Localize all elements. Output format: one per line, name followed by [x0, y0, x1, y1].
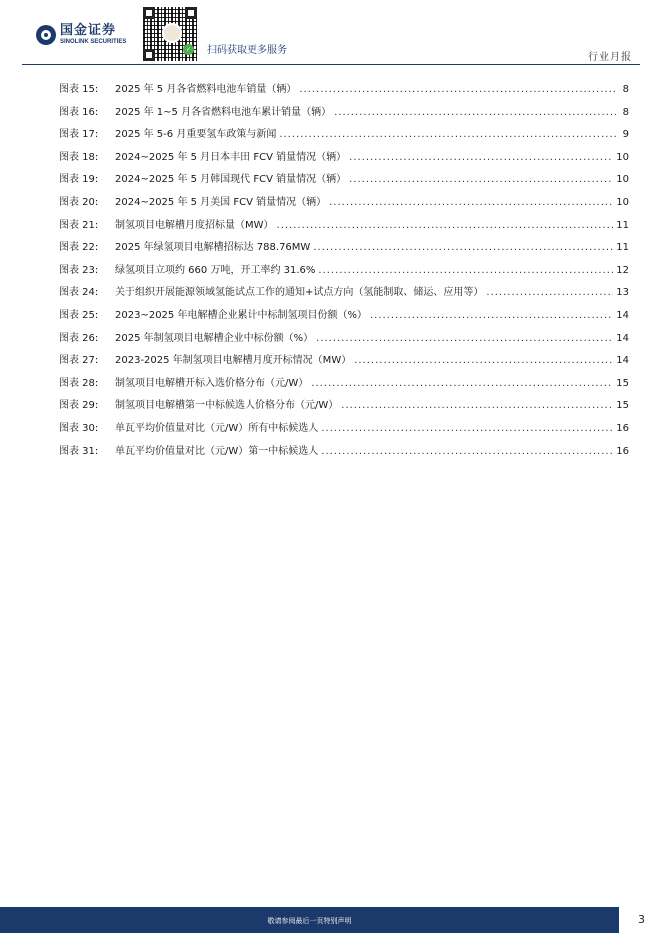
- toc-entry[interactable]: [59, 261, 629, 284]
- toc-figure-title: 2025 年 5-6 月重要氢车政策与新闻: [115, 129, 277, 141]
- toc-entry[interactable]: [59, 193, 629, 216]
- toc-entry[interactable]: [59, 283, 629, 306]
- toc-figure-title: 2025 年制氢项目电解槽企业中标份额（%）: [115, 332, 314, 344]
- toc-leader-dots: [311, 378, 613, 389]
- toc-page-number: 14: [616, 355, 629, 367]
- toc-entry[interactable]: [59, 374, 629, 397]
- toc-entry[interactable]: [59, 329, 629, 352]
- footer-disclaimer: 敬请参阅最后一页特别声明: [267, 917, 352, 925]
- toc-figure-title: 2024~2025 年 5 月日本丰田 FCV 销量情况（辆）: [115, 151, 347, 163]
- toc-figure-label: 图表 29:: [59, 400, 99, 412]
- toc-figure-label: 图表 27:: [59, 355, 99, 367]
- toc-entry[interactable]: [59, 396, 629, 419]
- toc-entry[interactable]: [59, 103, 629, 126]
- toc-leader-dots: [277, 220, 614, 231]
- toc-leader-dots: [334, 107, 616, 118]
- toc-figure-title: 2025 年绿氢项目电解槽招标达 788.76MW: [115, 242, 311, 254]
- toc-leader-dots: [321, 423, 613, 434]
- toc-figure-title: 单瓦平均价值量对比（元/W）所有中标候选人: [115, 422, 319, 434]
- toc-page-number: 8: [622, 106, 629, 118]
- toc-leader-dots: [486, 287, 613, 298]
- toc-entry[interactable]: [59, 148, 629, 171]
- toc-figure-title: 关于组织开展能源领域氢能试点工作的通知+试点方向（氢能制取、储运、应用等）: [115, 287, 484, 299]
- toc-figure-label: 图表 22:: [59, 242, 99, 254]
- toc-entry[interactable]: [59, 170, 629, 193]
- toc-figure-title: 制氢项目电解槽开标入选价格分布（元/W）: [115, 377, 309, 389]
- toc-figure-label: 图表 18:: [59, 151, 99, 163]
- toc-leader-dots: [349, 152, 613, 163]
- header-divider: [22, 64, 640, 65]
- toc-page-number: 16: [616, 445, 629, 457]
- toc-page-number: 8: [622, 84, 629, 95]
- logo-mark-icon: [36, 25, 56, 45]
- toc-figure-title: 2023~2025 年电解槽企业累计中标制氢项目份额（%）: [115, 309, 367, 321]
- toc-figure-title: 2024~2025 年 5 月美国 FCV 销量情况（辆）: [115, 196, 327, 208]
- toc-page-number: 16: [616, 422, 629, 434]
- wechat-badge-icon: ✓: [183, 44, 194, 55]
- toc-figure-label: 图表 20:: [59, 196, 99, 208]
- toc-figure-title: 绿氢项目立项约 660 万吨，开工率约 31.6%: [115, 264, 316, 276]
- toc-figure-label: 图表 25:: [59, 309, 99, 321]
- toc-leader-dots: [313, 242, 613, 253]
- toc-leader-dots: [318, 265, 613, 276]
- toc-figure-label: 图表 26:: [59, 332, 99, 344]
- toc-figure-title: 2025 年 1~5 月各省燃料电池车累计销量（辆）: [115, 106, 332, 118]
- toc-figure-title: 制氢项目电解槽月度招标量（MW）: [115, 219, 274, 231]
- toc-figure-label: 图表 28:: [59, 377, 99, 389]
- toc-page-number: 11: [616, 242, 629, 254]
- toc-leader-dots: [349, 174, 613, 185]
- page-header: [0, 0, 662, 66]
- company-logo: [36, 24, 126, 45]
- logo-chinese-name: 国金证券: [60, 23, 117, 38]
- logo-english-name: SINOLINK SECURITIES: [60, 39, 127, 45]
- toc-leader-dots: [299, 84, 616, 95]
- toc-page-number: 15: [616, 377, 629, 389]
- toc-figure-label: 图表 24:: [59, 287, 99, 299]
- toc-page-number: 11: [616, 219, 629, 231]
- toc-figure-title: 单瓦平均价值量对比（元/W）第一中标候选人: [115, 445, 319, 457]
- scan-prompt: 扫码获取更多服务: [207, 45, 287, 56]
- toc-figure-label: 图表 17:: [59, 129, 99, 141]
- toc-figure-label: 图表 21:: [59, 219, 99, 231]
- page-number: 3: [638, 913, 645, 926]
- toc-figure-title: 2024~2025 年 5 月韩国现代 FCV 销量情况（辆）: [115, 174, 347, 186]
- toc-page-number: 14: [616, 309, 629, 321]
- toc-leader-dots: [341, 400, 613, 411]
- toc-entry[interactable]: [59, 238, 629, 261]
- toc-page-number: 10: [616, 196, 629, 208]
- toc-leader-dots: [354, 355, 613, 366]
- toc-page-number: 10: [616, 151, 629, 163]
- toc-figure-label: 图表 19:: [59, 174, 99, 186]
- toc-entry[interactable]: [59, 125, 629, 148]
- toc-figure-label: 图表 16:: [59, 106, 99, 118]
- toc-figure-label: 图表 31:: [59, 445, 99, 457]
- toc-page-number: 14: [616, 332, 629, 344]
- toc-page-number: 15: [616, 400, 629, 412]
- toc-figure-title: 制氢项目电解槽第一中标候选人价格分布（元/W）: [115, 400, 339, 412]
- toc-entry[interactable]: [59, 351, 629, 374]
- toc-leader-dots: [321, 446, 613, 457]
- toc-entry[interactable]: [59, 442, 629, 465]
- report-type-label: 行业月报: [588, 52, 632, 63]
- qr-center-logo-icon: [162, 23, 182, 43]
- toc-entry[interactable]: [59, 80, 629, 103]
- toc-figure-label: 图表 30:: [59, 422, 99, 434]
- toc-leader-dots: [370, 310, 613, 321]
- toc-figure-label: 图表 23:: [59, 264, 99, 276]
- toc-entry[interactable]: [59, 306, 629, 329]
- figure-list: [59, 80, 629, 464]
- toc-page-number: 10: [616, 174, 629, 186]
- toc-figure-title: 2023-2025 年制氢项目电解槽月度开标情况（MW）: [115, 355, 352, 367]
- toc-page-number: 12: [616, 264, 629, 276]
- toc-entry[interactable]: [59, 419, 629, 442]
- toc-leader-dots: [316, 333, 613, 344]
- toc-entry[interactable]: [59, 216, 629, 239]
- toc-leader-dots: [329, 197, 613, 208]
- toc-page-number: 13: [616, 287, 629, 299]
- toc-figure-title: 2025 年 5 月各省燃料电池车销量（辆）: [115, 84, 297, 95]
- toc-leader-dots: [279, 129, 616, 140]
- toc-figure-label: 图表 15:: [59, 84, 99, 95]
- toc-page-number: 9: [622, 129, 629, 141]
